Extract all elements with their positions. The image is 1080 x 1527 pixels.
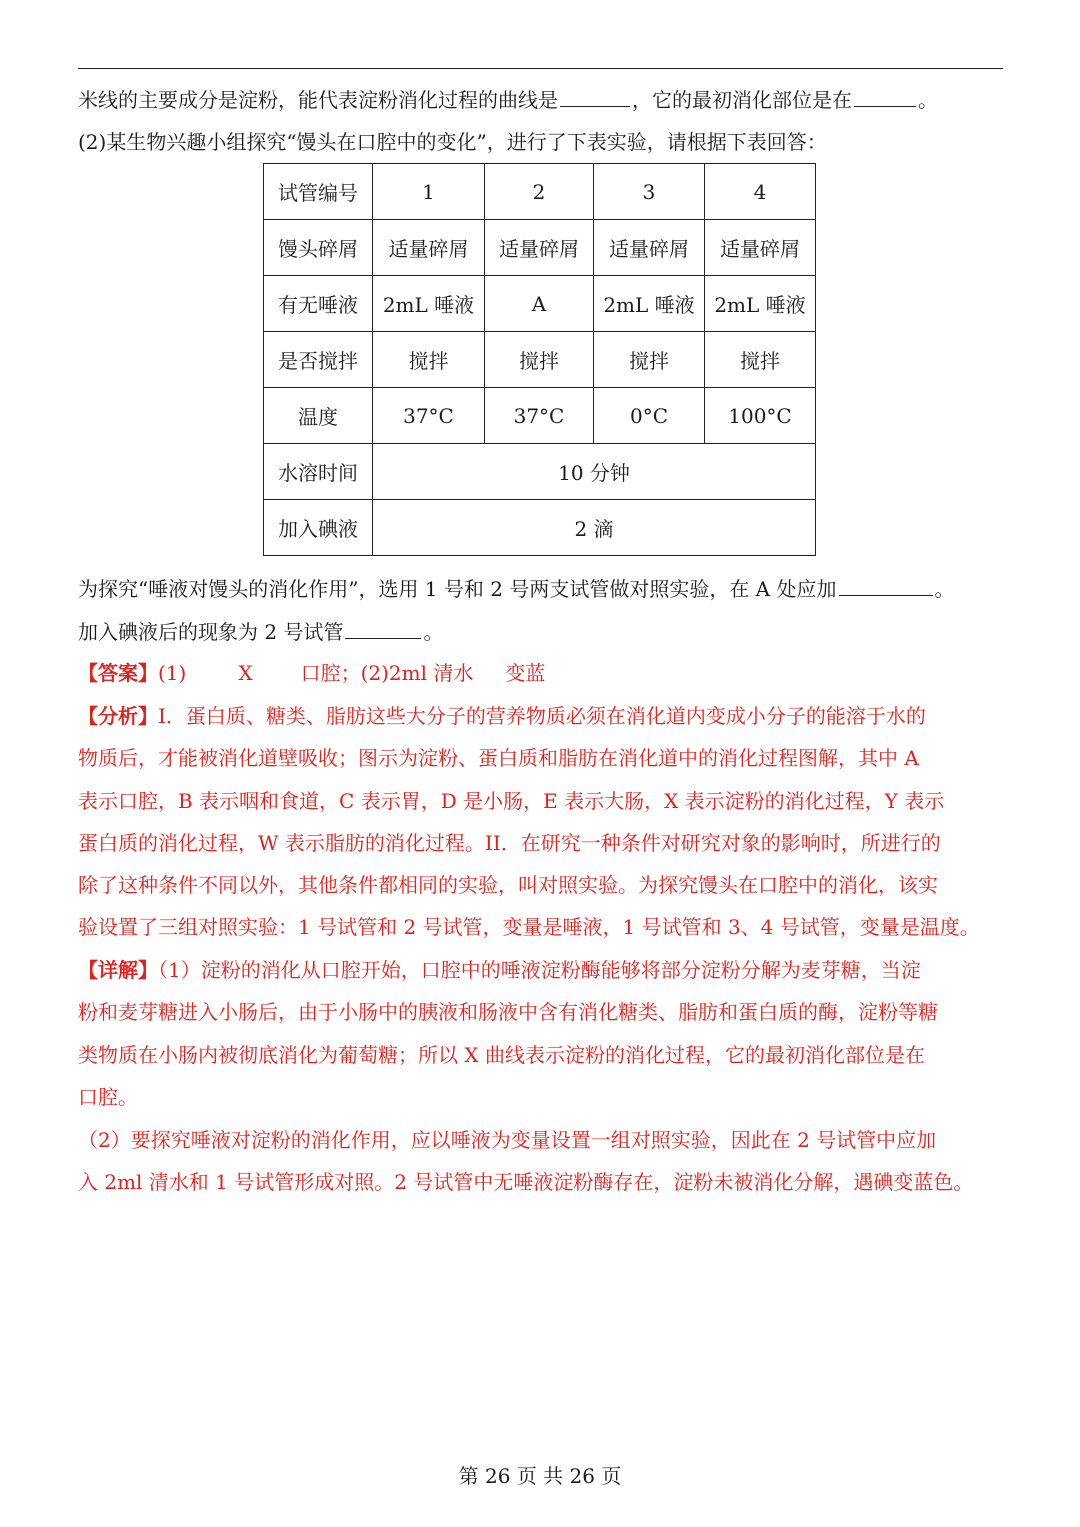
table-cell-merged: 10 分钟 [373,444,816,500]
answer-part: 变蓝 [505,661,546,685]
answer-line [78,660,1008,686]
table-cell: 搅拌 [485,332,594,388]
question-text: 加入碘液后的现象为 2 号试管 [78,620,344,644]
detail-line: 粉和麦芽糖进入小肠后，由于小肠中的胰液和肠液中含有消化糖类、脂肪和蛋白质的酶，淀粉等糖 [78,1000,938,1024]
table-cell: A [485,276,594,332]
table-cell: 试管编号 [264,164,373,220]
table-cell: 1 [373,164,485,220]
question-2-line: (2)某生物兴趣小组探究“馒头在口腔中的变化”，进行了下表实验，请根据下表回答： [78,130,827,154]
experiment-table [263,163,816,556]
detail-label: 【详解】 [78,958,158,982]
table-cell: 37°C [485,388,594,444]
answer-label: 【答案】 [78,661,158,685]
answer-blank [854,86,916,107]
answer-blank [345,618,421,639]
analysis-line [78,703,1008,729]
table-cell: 100°C [705,388,816,444]
page-footer: 第 26 页 共 26 页 [458,1464,622,1488]
intro-text-middle: ，它的最初消化部位是在 [632,88,852,112]
table-cell: 加入碘液 [264,500,373,556]
detail-line: 入 2ml 清水和 1 号试管形成对照。2 号试管中无唾液淀粉酶存在，淀粉未被消化分解，遇碘变蓝色。 [78,1170,974,1194]
detail-line [78,957,1008,983]
table-row [264,164,816,220]
analysis-line: 蛋白质的消化过程，W 表示脂肪的消化过程。II．在研究一种条件对研究对象的影响时，所进行的 [78,831,941,855]
analysis-line: 物质后，才能被消化道壁吸收；图示为淀粉、蛋白质和脂肪在消化道中的消化过程图解，其中 A [78,746,919,770]
header-rule [78,68,1003,69]
table-cell: 2mL 唾液 [373,276,485,332]
detail-line: 类物质在小肠内被彻底消化为葡萄糖；所以 X 曲线表示淀粉的消化过程，它的最初消化部位是在 [78,1043,925,1067]
table-cell: 温度 [264,388,373,444]
table-cell: 搅拌 [594,332,705,388]
answer-part: (1) [158,661,187,685]
analysis-text: I．蛋白质、糖类、脂肪这些大分子的营养物质必须在消化道内变成小分子的能溶于水的 [158,704,926,728]
table-row [264,332,816,388]
table-cell: 37°C [373,388,485,444]
table-cell: 是否搅拌 [264,332,373,388]
table-row [264,276,816,332]
table-cell: 水溶时间 [264,444,373,500]
answer-blank [560,86,630,107]
table-cell: 有无唾液 [264,276,373,332]
table-cell: 2 [485,164,594,220]
detail-line: （2）要探究唾液对淀粉的消化作用，应以唾液为变量设置一组对照实验，因此在 2 号试管中应加 [78,1128,937,1152]
table-cell: 馒头碎屑 [264,220,373,276]
analysis-line: 除了这种条件不同以外，其他条件都相同的实验，叫对照实验。为探究馒头在口腔中的消化，该实 [78,873,938,897]
table-cell: 搅拌 [705,332,816,388]
answer-part: 口腔；(2)2ml 清水 [300,661,474,685]
table-cell: 2mL 唾液 [705,276,816,332]
answer-part: X [238,661,253,685]
analysis-line: 表示口腔，B 表示咽和食道，C 表示胃，D 是小肠，E 表示大肠，X 表示淀粉的消化过程，Y 表示 [78,789,945,813]
table-cell: 4 [705,164,816,220]
question-text-end: 。 [423,620,444,644]
table-row [264,444,816,500]
intro-text-end: 。 [918,88,938,112]
question-line-a [78,575,1008,602]
question-text: 为探究“唾液对馒头的消化作用”，选用 1 号和 2 号两支试管做对照实验，在 A 处应加 [78,577,837,601]
analysis-label: 【分析】 [78,704,158,728]
detail-text: （1）淀粉的消化从口腔开始，口腔中的唾液淀粉酶能够将部分淀粉分解为麦芽糖，当淀 [158,958,921,982]
table-cell: 3 [594,164,705,220]
table-row [264,388,816,444]
detail-line: 口腔。 [78,1085,138,1109]
table-cell-merged: 2 滴 [373,500,816,556]
table-row [264,500,816,556]
intro-text: 米线的主要成分是淀粉，能代表淀粉消化过程的曲线是 [78,88,558,112]
table-row [264,220,816,276]
intro-line [78,86,1008,113]
table-cell: 适量碎屑 [705,220,816,276]
table-cell: 0°C [594,388,705,444]
table-cell: 适量碎屑 [485,220,594,276]
question-text-end: 。 [934,577,955,601]
question-line-b [78,618,1008,645]
table-cell: 搅拌 [373,332,485,388]
answer-blank [839,575,933,596]
table-cell: 适量碎屑 [373,220,485,276]
table-cell: 2mL 唾液 [594,276,705,332]
table-cell: 适量碎屑 [594,220,705,276]
analysis-line: 验设置了三组对照实验：1 号试管和 2 号试管，变量是唾液，1 号试管和 3、4 号试管，变量是温度。 [78,915,980,939]
